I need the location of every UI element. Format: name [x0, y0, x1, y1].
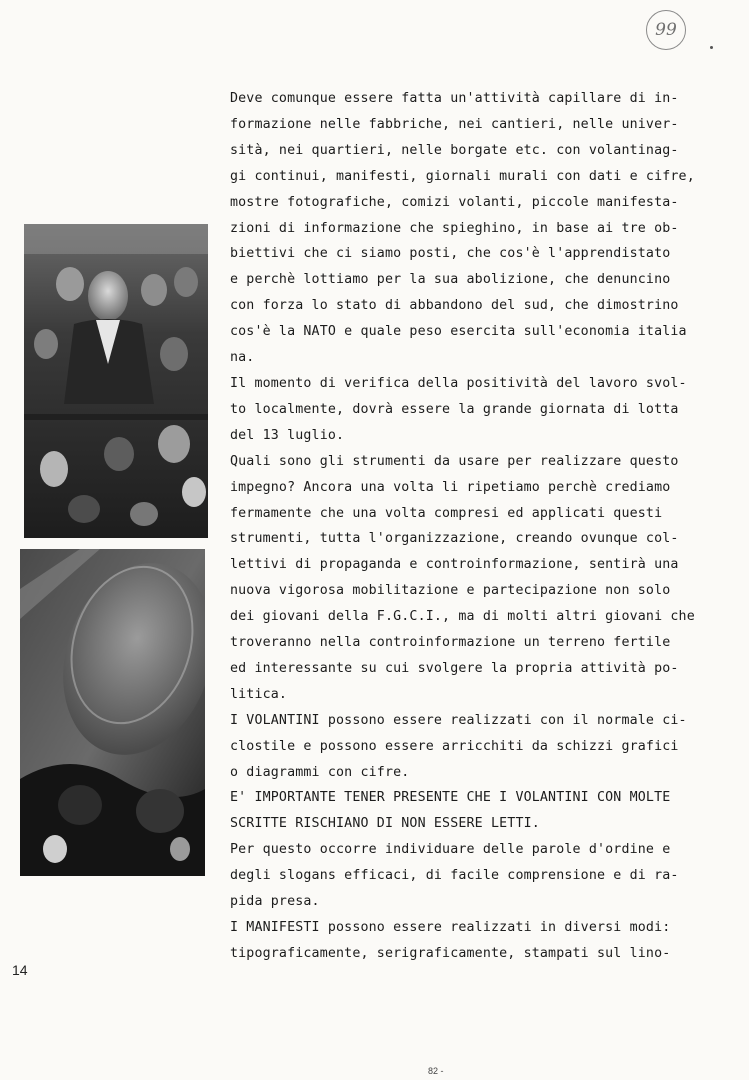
- body-text: [230, 86, 725, 967]
- text-line: I MANIFESTI possono essere realizzati in diversi modi:: [230, 920, 671, 935]
- crowd-photo: [24, 224, 208, 538]
- text-line: degli slogans efficaci, di facile comprensione e di ra-: [230, 868, 679, 884]
- text-line: Quali sono gli strumenti da usare per realizzare questo: [230, 453, 679, 469]
- text-line: Per questo occorre individuare delle parole d'ordine e: [230, 842, 671, 858]
- text-line: Il momento di verifica della positività del lavoro svol-: [230, 375, 687, 391]
- text-line: dei giovani della F.G.C.I., ma di molti altri giovani che: [230, 609, 695, 625]
- text-line: sità, nei quartieri, nelle borgate etc. con volantinag-: [230, 142, 679, 158]
- page-stamp-number: 99: [655, 20, 677, 40]
- text-line: pida presa.: [230, 894, 320, 910]
- text-line: troveranno nella controinformazione un terreno fertile: [230, 635, 671, 651]
- text-line: to localmente, dovrà essere la grande giornata di lotta: [230, 401, 679, 417]
- text-line: gi continui, manifesti, giornali murali con dati e cifre,: [230, 168, 695, 184]
- text-line: o diagrammi con cifre.: [230, 764, 410, 780]
- text-line: Deve comunque essere fatta un'attività capillare di in-: [230, 91, 679, 106]
- text-line: e perchè lottiamo per la sua abolizione, che denuncino: [230, 272, 671, 288]
- text-line: E' IMPORTANTE TENER PRESENTE CHE I VOLANTINI CON MOLTE: [230, 790, 671, 806]
- balloon-photo-graphic: [20, 549, 205, 876]
- text-line: strumenti, tutta l'organizzazione, creando ovunque col-: [230, 531, 679, 547]
- text-line: formazione nelle fabbriche, nei cantieri, nelle univer-: [230, 116, 679, 132]
- page-stamp: [646, 10, 686, 50]
- text-line: del 13 luglio.: [230, 427, 345, 443]
- footer-mark: 82 -: [428, 1066, 444, 1076]
- text-line: I VOLANTINI possono essere realizzati con il normale ci-: [230, 712, 687, 728]
- text-line: biettivi che ci siamo posti, che cos'è l'apprendistato: [230, 246, 671, 262]
- text-line: mostre fotografiche, comizi volanti, piccole manifesta-: [230, 194, 679, 210]
- text-line: cos'è la NATO e quale peso esercita sull'economia italia: [230, 324, 687, 340]
- text-line: litica.: [230, 686, 288, 702]
- text-line: lettivi di propaganda e controinformazione, sentirà una: [230, 557, 679, 573]
- text-line: fermamente che una volta compresi ed applicati questi: [230, 505, 663, 521]
- text-line: clostile e possono essere arricchiti da schizzi grafici: [230, 738, 679, 754]
- text-line: nuova vigorosa mobilitazione e partecipazione non solo: [230, 583, 671, 599]
- text-line: na.: [230, 350, 255, 366]
- page-number: 14: [12, 962, 28, 978]
- ink-speck: [710, 46, 713, 49]
- text-line: impegno? Ancora una volta li ripetiamo perchè crediamo: [230, 479, 671, 495]
- balloon-photo: [20, 549, 205, 876]
- crowd-photo-graphic: [24, 224, 208, 538]
- text-line: con forza lo stato di abbandono del sud, che dimostrino: [230, 298, 679, 314]
- text-line: ed interessante su cui svolgere la propria attività po-: [230, 660, 679, 676]
- text-line: zioni di informazione che spieghino, in base ai tre ob-: [230, 220, 679, 236]
- text-line: SCRITTE RISCHIANO DI NON ESSERE LETTI.: [230, 816, 540, 832]
- text-line: tipograficamente, serigraficamente, stampati sul lino-: [230, 945, 671, 961]
